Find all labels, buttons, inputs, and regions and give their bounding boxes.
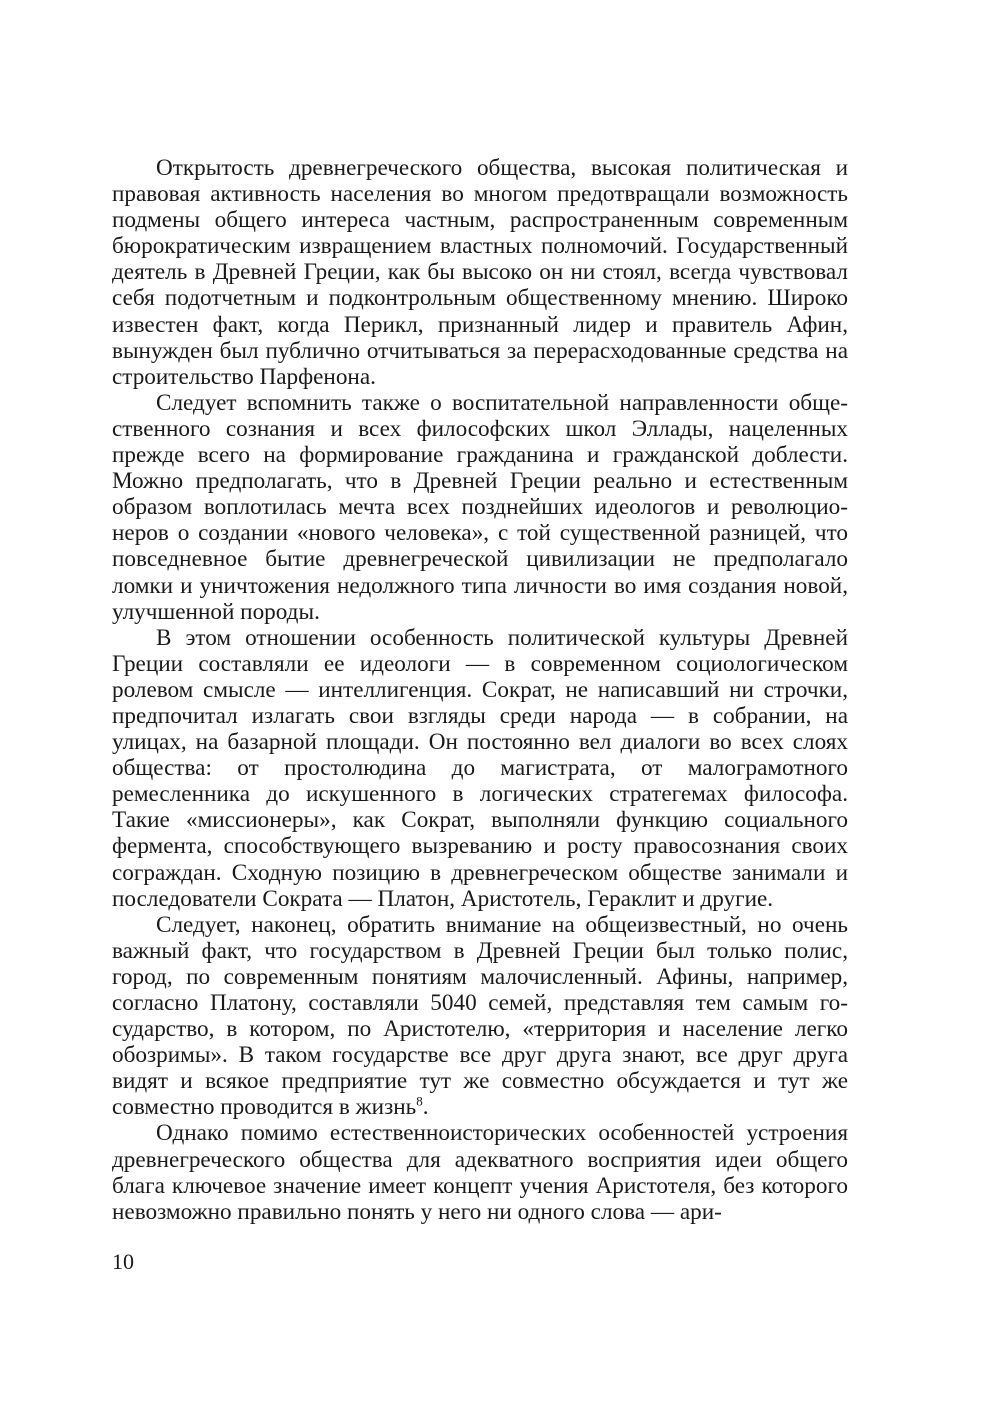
paragraph-1: Открытость древнегреческого общества, высокая политическая и правовая активность населения во многом предотвращали возможность подмены общего интереса частным, распространенным современным бюрократическим извращением властных полномочий. Государственный деятель в Древней Греции, как бы высоко он ни стоял, всегда чувствовал себя подотчетным и подконтрольным общественному мнению. Широко известен факт, когда Перикл, признанный лидер и правитель Афин, вынужден был публично отчитываться за перерасходованные средства на строительство Парфенона. <box>112 155 848 390</box>
paragraph-3: В этом отношении особенность политической культуры Древней Греции составляли ее идеологи — в современном социологическом ролевом смысле — интеллигенция. Сократ, не написавший ни строчки, предпочитал излагать свои взгляды среди народа — в собрании, на улицах, на базарной площади. Он постоянно вел диалоги во всех слоях общества: от простолюдина до магистрата, от малограмотного ремесленника до искушенного в логических стратегемах философа. Такие «миссионеры», как Сократ, выполняли функцию социального фермента, способствующего вызреванию и росту правосознания своих сограждан. Сходную позицию в древнегреческом обществе занимали и последователи Сократа — Платон, Аристотель, Гераклит и другие. <box>112 624 848 912</box>
paragraph-2: Следует вспомнить также о воспитательной направленности общественного сознания и всех философских школ Эллады, нацеленных прежде всего на формирование гражданина и гражданской доблести. Можно предполагать, что в Древней Греции реально и естественным образом воплотилась мечта всех позднейших идеологов и революционеров о создании «нового человека», с той существенной разницей, что повседневное бытие древнегреческой цивилизации не предполагало ломки и уничтожения недолжного типа личности во имя создания новой, улучшенной породы. <box>112 389 848 625</box>
paragraph-4 <box>112 912 848 1121</box>
paragraph-5: Однако помимо естественноисторических особенностей устроения древнегреческого общества для адекватного восприятия идеи общего блага ключевое значение имеет концепт учения Аристотеля, без которого невозможно правильно понять у него ни одного слова — ари- <box>112 1120 848 1225</box>
page-number: 10 <box>112 1249 134 1274</box>
paragraph-4-end: . <box>422 1094 429 1121</box>
page-body <box>112 155 848 1225</box>
footnote-marker: 8 <box>416 1093 423 1109</box>
paragraph-4-text: Следует, наконец, обратить внимание на общеизвестный, но очень важный факт, что государством в Древней Греции был только полис, город, по современным понятиям малочисленный. Афины, например, согласно Платону, составляли 5040 семей, представляя тем самым государство, в котором, по Аристотелю, «территория и население легко обозримы». В таком государстве все друг друга знают, все друг друга видят и всякое предприятие тут же совместно обсуждается и тут же совместно проводится в жизнь <box>112 911 848 1121</box>
